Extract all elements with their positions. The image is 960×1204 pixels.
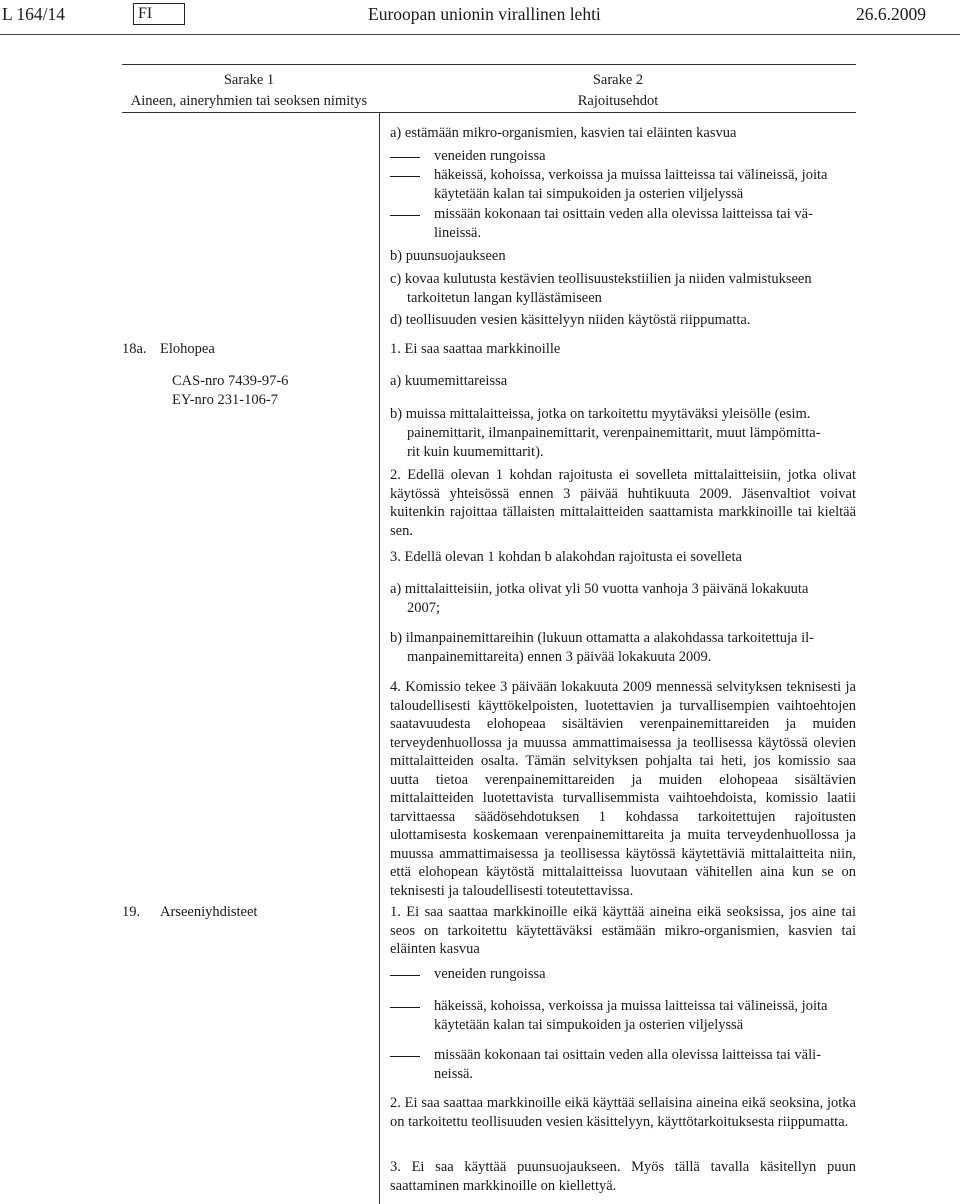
restriction-paragraph: 3. Edellä olevan 1 kohdan b alakohdan rajoitusta ei sovelleta — [390, 549, 742, 565]
restriction-item-a: 2007; — [407, 600, 441, 616]
restriction-paragraph: 3. Ei saa käyttää puunsuojaukseen. Myös tällä tavalla käsitellyn puun saattaminen markkinoille on kiellettyä. — [390, 1159, 856, 1194]
cas-number: CAS-nro 7439-97-6 — [172, 373, 289, 389]
restriction-item-a: a) estämään mikro-organismien, kasvien tai eläinten kasvua — [390, 125, 737, 141]
restriction-item-a: a) mittalaitteisiin, jotka olivat yli 50 vuotta vanhoja 3 päivänä lokakuuta — [390, 581, 809, 597]
restriction-item-d: d) teollisuuden vesien käsittelyyn niiden käytöstä riippumatta. — [390, 312, 751, 328]
dash-item-text: häkeissä, kohoissa, verkoissa ja muissa laitteissa tai välineissä, joita — [434, 998, 828, 1014]
column-2-title: Sarake 2 — [592, 72, 644, 88]
restriction-item-c: tarkoitetun langan kyllästämiseen — [407, 290, 602, 306]
dash-item-text: veneiden rungoissa — [434, 966, 546, 982]
dash-item-text: lineissä. — [434, 225, 482, 241]
restriction-item-b: b) muissa mittalaitteissa, jotka on tarkoitettu myytäväksi yleisölle (esim. — [390, 406, 811, 422]
page-reference: L 164/14 — [2, 4, 66, 24]
dash-item-text: veneiden rungoissa — [434, 148, 546, 164]
restriction-paragraph: 1. Ei saa saattaa markkinoille eikä käyttää aineina eikä seoksissa, jos aine tai seos on tarkoitettu käytettäväksi estämään mikro-organismien, kasvien tai eläinten kasvua — [390, 904, 856, 957]
restriction-item-b: painemittarit, ilmanpainemittarit, verenpainemittarit, muut lämpömitta- — [407, 425, 821, 441]
journal-title: Euroopan unionin virallinen lehti — [368, 4, 601, 24]
restriction-item-b: rit kuin kuumemittarit). — [407, 444, 544, 460]
column-2-subtitle: Rajoitusehdot — [577, 93, 659, 109]
dash-marker — [390, 1007, 420, 1008]
restriction-item-a: a) kuumemittareissa — [390, 373, 508, 389]
dash-item-text: käytetään kalan tai simpukoiden ja osterien viljelyssä — [434, 186, 744, 202]
entry-number: 18a. — [122, 341, 147, 357]
restriction-item-b: manpainemittareita) ennen 3 päivää lokakuuta 2009. — [407, 649, 712, 665]
column-1-subtitle: Aineen, aineryhmien tai seoksen nimitys — [130, 93, 368, 109]
table-column-headings — [122, 64, 856, 113]
dash-marker — [390, 157, 420, 158]
dash-marker — [390, 176, 420, 177]
restriction-item-b: b) ilmanpainemittareihin (lukuun ottamatta a alakohdassa tarkoitettuja il- — [390, 630, 814, 646]
column-1-title: Sarake 1 — [223, 72, 275, 88]
restriction-paragraph: 2. Edellä olevan 1 kohdan rajoitusta ei sovelleta mittalaitteisiin, jotka olivat käytössä yhteisössä ennen 3 päivää huhtikuuta 2009. Jäsenvaltiot voivat kuitenkin rajoittaa tällaisten mittalaitteiden saattamista markkinoille tai kieltää sen. — [390, 467, 856, 539]
restriction-paragraph: 1. Ei saa saattaa markkinoille — [390, 341, 561, 357]
restriction-item-b: b) puunsuojaukseen — [390, 248, 506, 264]
dash-marker — [390, 1056, 420, 1057]
substance-name: Elohopea — [160, 341, 215, 357]
language-code-box: FI — [133, 3, 185, 25]
dash-item-text: missään kokonaan tai osittain veden alla olevissa laitteissa tai vä- — [434, 206, 813, 222]
dash-marker — [390, 215, 420, 216]
restriction-item-c: c) kovaa kulutusta kestävien teollisuustekstiilien ja niiden valmistukseen — [390, 271, 812, 287]
column-2-heading — [380, 70, 856, 112]
dash-marker — [390, 975, 420, 976]
dash-item-text: häkeissä, kohoissa, verkoissa ja muissa laitteissa tai välineissä, joita — [434, 167, 828, 183]
column-divider — [379, 112, 380, 1204]
restriction-paragraph: 2. Ei saa saattaa markkinoille eikä käyttää sellaisina aineina eikä seoksina, jotka on tarkoitettu teollisuuden vesien käsittelyyn, käyttötarkoituksesta riippumatta. — [390, 1095, 856, 1130]
dash-item-text: neissä. — [434, 1066, 474, 1082]
dash-item-text: käytetään kalan tai simpukoiden ja osterien viljelyssä — [434, 1017, 744, 1033]
ey-number: EY-nro 231-106-7 — [172, 392, 278, 408]
column-1-heading — [122, 70, 376, 112]
restriction-paragraph: 4. Komissio tekee 3 päivään lokakuuta 2009 mennessä selvityksen teknisesti ja taloudellisesti käyttökelpoisten, luotettavien ja turvallisempien vaihtoehtojen saatavuudesta elohopeaa sisältävien verenpainemittareiden ja muiden terveydenhuollossa ja muussa ammattimaisessa ja teollisessa käytössä olevien mittalaitteiden osalta. Tämän selvityksen pohjalta tai heti, jos komissio saa uutta tietoa verenpainemittareiden ja muiden elohopeaa sisältävien mittalaitteiden luotettavista turvallisemmista vaihtoehdoista, komissio laatii tarvittaessa säädösehdotuksen 1 kohdassa tarkoitettujen rajoitusten ulottamisesta koskemaan verenpainemittareita ja muita terveydenhuollossa ja muussa ammattimaisessa ja teollisessa käytössä käytettäviä mittalaitteita niin, että elohopean käytöstä mittalaitteissa luovutaan vähitellen aina kun se on teknisesti ja taloudellisesti toteutettavissa. — [390, 679, 856, 899]
publication-date: 26.6.2009 — [856, 4, 926, 24]
substance-name: Arseeniyhdisteet — [160, 904, 258, 920]
page-header — [0, 0, 960, 35]
dash-item-text: missään kokonaan tai osittain veden alla olevissa laitteissa tai väli- — [434, 1047, 821, 1063]
entry-number: 19. — [122, 904, 141, 920]
